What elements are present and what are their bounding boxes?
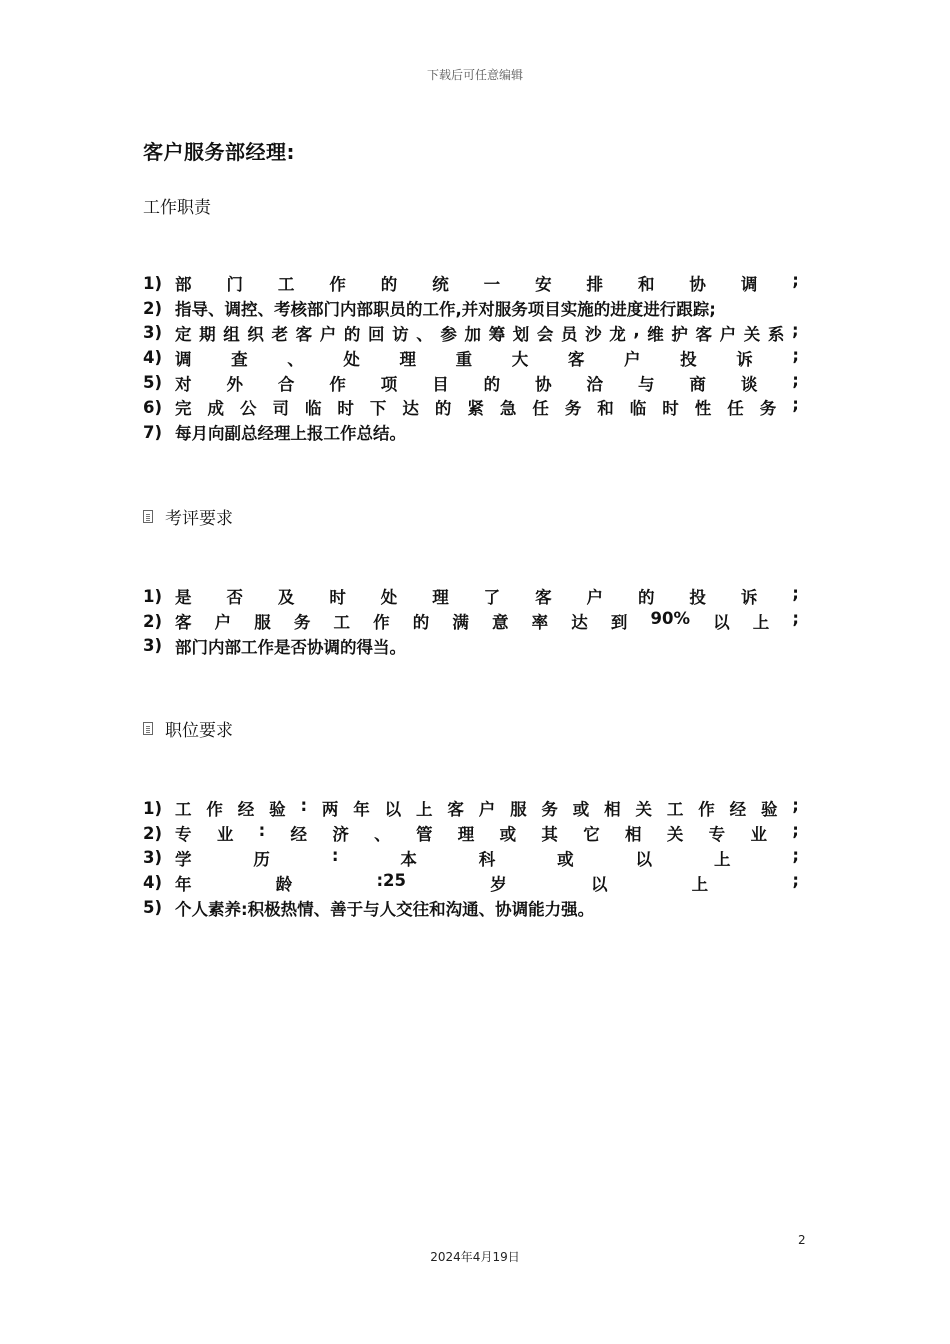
list-item-text: 客 户 服 务 工 作 的 满 意 率 达 到 90% 以 上 ; [175,609,799,633]
list-item-number: 1) [143,273,163,293]
section-heading-label: 职位要求 [165,721,233,741]
section-heading-label: 工作职责 [143,198,211,218]
list-item-number: 1) [143,798,163,818]
list-item [143,321,799,346]
list-item-text: 每月向副总经理上报工作总结。 [175,424,406,444]
list-item-number: 1) [143,586,163,606]
page-header: 下载后可任意编辑 [426,68,523,82]
list-item-text: 指导、调控、考核部门内部职员的工作,并对服务项目实施的进度进行跟踪; [175,300,716,320]
list-item-text: 个人素养:积极热情、善于与人交往和沟通、协调能力强。 [175,899,595,919]
list-item-text: 部门内部工作是否协调的得当。 [175,637,406,657]
list-item [143,609,799,634]
list-item-text: 学 历 : 本 科 或 以 上 ; [175,845,799,869]
list-item-number: 7) [143,422,163,442]
list-item-text: 定 期 组 织 老 客 户 的 回 访 、 参 加 筹 划 会 员 沙 龙 , 维 护 客 户 关 系 ; [175,320,799,344]
section-heading-duties [143,193,211,218]
page-number: 2 [798,1233,806,1247]
list-item-number: 3) [143,323,163,343]
list-item-number: 2) [143,298,163,318]
list-item-number: 2) [143,611,163,631]
list-item [143,395,799,420]
list-item [143,870,799,895]
list-item-text: 专 业 : 经 济 、 管 理 或 其 它 相 关 专 业 ; [175,821,799,845]
section-heading-evaluation [143,504,233,529]
document-icon [143,722,153,735]
list-item-number: 4) [143,873,163,893]
duties-list [143,271,799,445]
list-item [143,345,799,370]
list-item-number: 6) [143,397,163,417]
list-item [143,796,799,821]
list-item [143,821,799,846]
list-item-text: 对 外 合 作 项 目 的 协 洽 与 商 谈 ; [175,370,799,394]
list-item-number: 5) [143,373,163,393]
list-item-number: 4) [143,348,163,368]
position-list [143,796,799,920]
list-item-number: 2) [143,823,163,843]
list-item-number: 3) [143,636,163,656]
list-item-number: 5) [143,898,163,918]
list-item-text: 完 成 公 司 临 时 下 达 的 紧 急 任 务 和 临 时 性 任 务 ; [175,395,799,419]
document-icon [143,510,153,523]
list-item [143,271,799,296]
footer-date: 2024年4月19日 [430,1250,520,1264]
section-heading-position [143,716,233,741]
list-item [143,895,799,920]
list-item [143,584,799,609]
list-item-number: 3) [143,848,163,868]
list-item-text: 部 门 工 作 的 统 一 安 排 和 协 调 ; [175,271,799,295]
list-item-text: 工 作 经 验 : 两 年 以 上 客 户 服 务 或 相 关 工 作 经 验 ; [175,796,799,820]
list-item [143,634,799,659]
section-heading-label: 考评要求 [165,509,233,529]
list-item-text: 调 查 、 处 理 重 大 客 户 投 诉 ; [175,345,799,369]
list-item-text: 年 龄 :25 岁 以 上 ; [175,870,799,894]
list-item-text: 是 否 及 时 处 理 了 客 户 的 投 诉 ; [175,584,799,608]
list-item [143,846,799,871]
list-item [143,296,799,321]
list-item [143,370,799,395]
evaluation-list [143,584,799,658]
document-title: 客户服务部经理: [143,140,295,164]
list-item [143,420,799,445]
